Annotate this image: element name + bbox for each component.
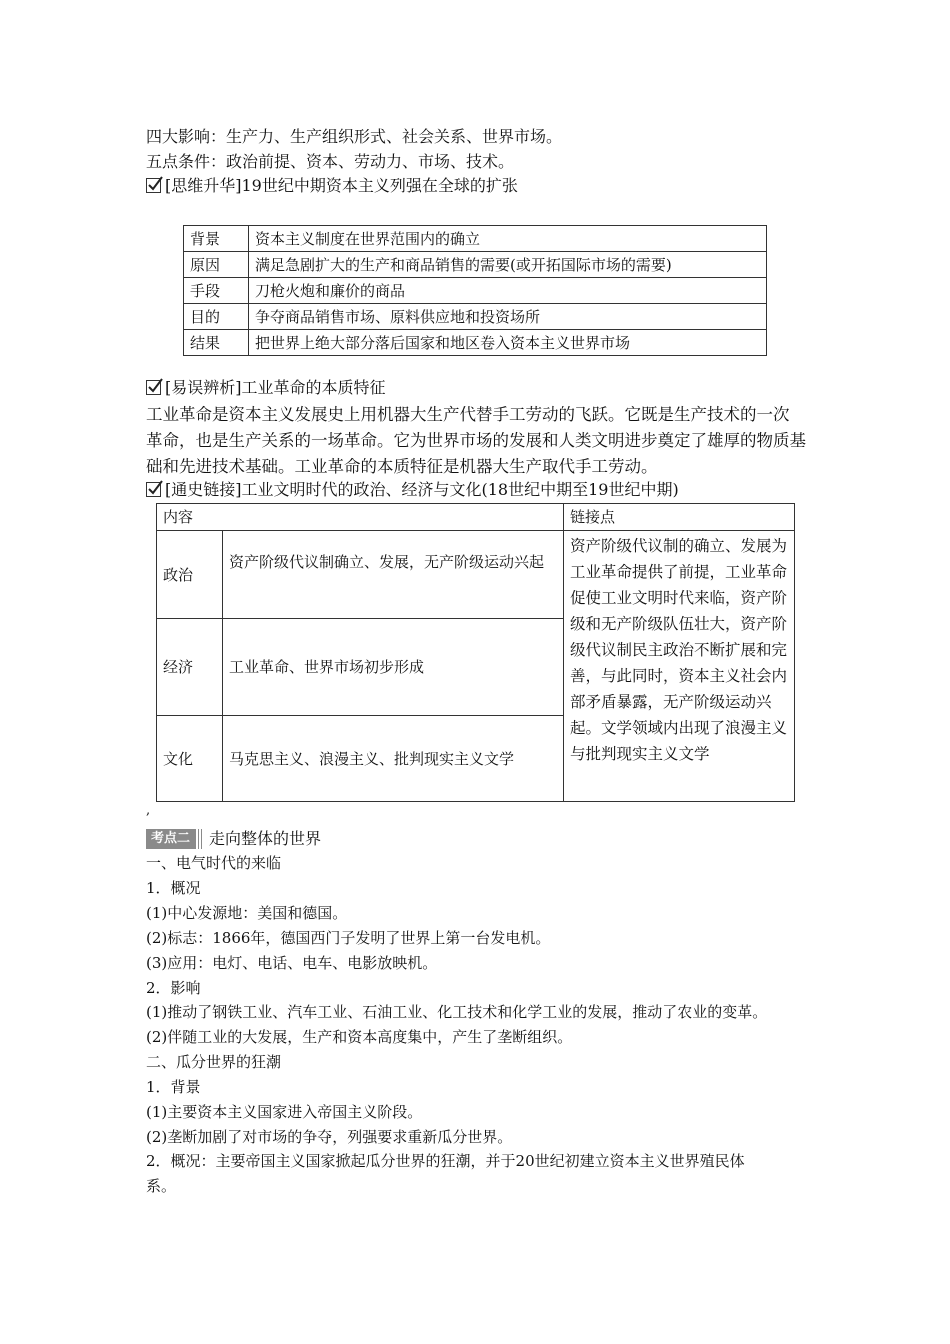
body-line: (1)推动了钢铁工业、汽车工业、石油工业、化工技术和化学工业的发展，推动了农业的变革。	[146, 1003, 768, 1021]
table-row	[184, 330, 767, 356]
header-link: 链接点	[564, 504, 795, 531]
body-line: (1)主要资本主义国家进入帝国主义阶段。	[146, 1103, 423, 1121]
table-value: 把世界上绝大部分落后国家和地区卷入资本主义世界市场	[249, 330, 767, 356]
row-value: 工业革命、世界市场初步形成	[223, 619, 564, 716]
intro-line-conditions: 五点条件：政治前提、资本、劳动力、市场、技术。	[146, 152, 515, 171]
intro-line-impacts: 四大影响：生产力、生产组织形式、社会关系、世界市场。	[146, 127, 563, 146]
body-line: (2)标志：1866年，德国西门子发明了世界上第一台发电机。	[146, 929, 551, 947]
kaodian-tag: 考点二	[146, 829, 195, 849]
row-key: 文化	[157, 716, 223, 802]
row-key: 经济	[157, 619, 223, 716]
body-line: 系。	[146, 1177, 177, 1195]
body-line: 2．影响	[146, 979, 201, 997]
era-table	[156, 503, 795, 802]
body-line: 2．概况：主要帝国主义国家掀起瓜分世界的狂潮，并于20世纪初建立资本主义世界殖民体	[146, 1152, 745, 1170]
row-value: 资产阶级代议制确立、发展，无产阶级运动兴起	[223, 531, 564, 619]
table-row	[184, 304, 767, 330]
section2-heading-text: [易误辨析]工业革命的本质特征	[165, 378, 386, 397]
table-key: 结果	[184, 330, 249, 356]
table-key: 手段	[184, 278, 249, 304]
link-text: 资产阶级代议制的确立、发展为工业革命提供了前提，工业革命促使工业文明时代来临，资产阶级和无产阶级队伍壮大，资产阶级代议制民主政治不断扩展和完善，与此同时，资本主义社会内部矛盾暴露，无产阶级运动兴起。文学领域内出现了浪漫主义与批判现实主义文学	[564, 531, 795, 802]
table-key: 原因	[184, 252, 249, 278]
section3-heading-text: [通史链接]工业文明时代的政治、经济与文化(18世纪中期至19世纪中期)	[165, 480, 679, 499]
table-key: 目的	[184, 304, 249, 330]
kaodian-title: 走向整体的世界	[209, 829, 322, 848]
table-value: 争夺商品销售市场、原料供应地和投资场所	[249, 304, 767, 330]
table-value: 满足急剧扩大的生产和商品销售的需要(或开拓国际市场的需要)	[249, 252, 767, 278]
section1-heading	[146, 173, 518, 199]
checkmark-icon	[146, 178, 161, 193]
table-key: 背景	[184, 226, 249, 252]
header-content: 内容	[157, 504, 564, 531]
body-line: (1)中心发源地：美国和德国。	[146, 904, 348, 922]
table-row	[184, 226, 767, 252]
section2-heading	[146, 375, 386, 401]
body-line: 1．概况	[146, 879, 201, 897]
stray-comma: ,	[146, 803, 151, 818]
section1-heading-text: [思维升华]19世纪中期资本主义列强在全球的扩张	[165, 176, 518, 195]
stripes-decoration	[195, 829, 203, 849]
table-row	[184, 252, 767, 278]
table-value: 刀枪火炮和廉价的商品	[249, 278, 767, 304]
body-line: (3)应用：电灯、电话、电车、电影放映机。	[146, 954, 438, 972]
section2-para-line: 础和先进技术基础。工业革命的本质特征是机器大生产取代手工劳动。	[146, 457, 658, 476]
body-line: 1．背景	[146, 1078, 201, 1096]
body-line: (2)伴随工业的大发展，生产和资本高度集中，产生了垄断组织。	[146, 1028, 573, 1046]
table-header-row	[157, 504, 795, 531]
body-line: 一、电气时代的来临	[146, 854, 282, 872]
table-value: 资本主义制度在世界范围内的确立	[249, 226, 767, 252]
checkmark-icon	[146, 482, 161, 497]
row-key: 政治	[157, 531, 223, 619]
body-line: 二、瓜分世界的狂潮	[146, 1053, 282, 1071]
section2-para-line: 工业革命是资本主义发展史上用机器大生产代替手工劳动的飞跃。它既是生产技术的一次	[146, 405, 790, 424]
body-line: (2)垄断加剧了对市场的争夺，列强要求重新瓜分世界。	[146, 1128, 513, 1146]
table-row	[184, 278, 767, 304]
section3-heading	[146, 477, 679, 503]
kaodian-heading	[146, 826, 321, 851]
row-value: 马克思主义、浪漫主义、批判现实主义文学	[223, 716, 564, 802]
expansion-table	[183, 225, 767, 356]
section2-para-line: 革命，也是生产关系的一场革命。它为世界市场的发展和人类文明进步奠定了雄厚的物质基	[146, 431, 806, 450]
checkmark-icon	[146, 380, 161, 395]
table-row	[157, 531, 795, 619]
